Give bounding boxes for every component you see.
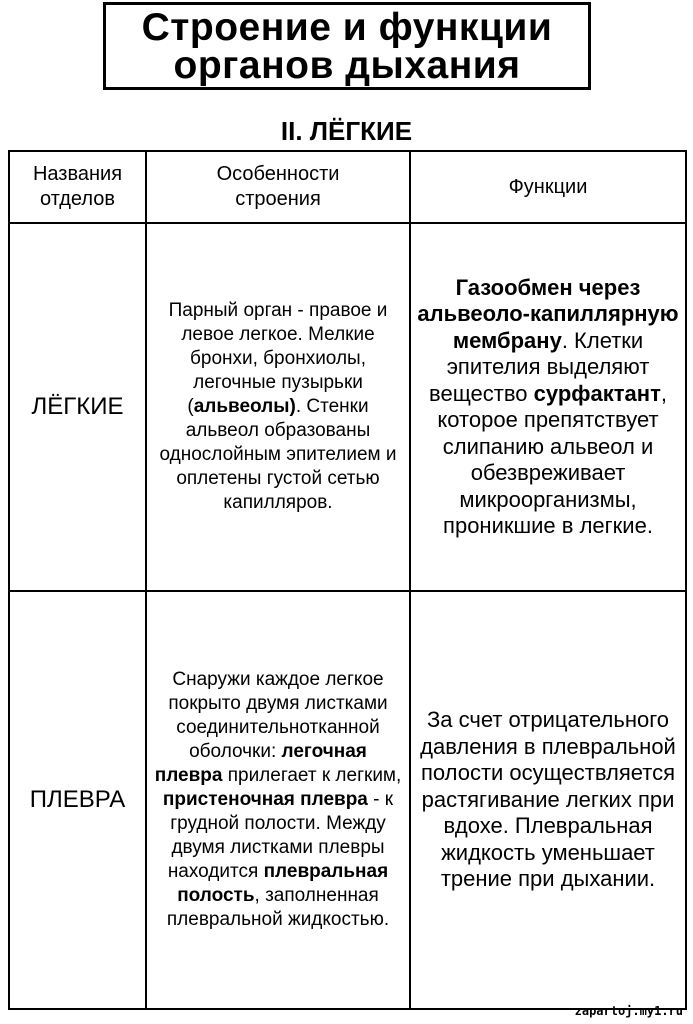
bold-term: Газообмен через альвеоло-капиллярную мембрану bbox=[417, 274, 679, 353]
pleura-structure-cell bbox=[146, 591, 410, 1009]
row-name-pleura: ПЛЕВРА bbox=[9, 591, 146, 1009]
text-segment: . Стенки альвеол образованы однослойным эпителием и оплетены густой сетью капилляров. bbox=[159, 396, 397, 513]
section-title: II. ЛЁГКИЕ bbox=[280, 116, 413, 146]
text-segment: , которое препятствует слипанию альвеол и обезвреживает микроорганизмы, проникшие в легкие. bbox=[437, 380, 667, 538]
page-title-line1: Строение и функции bbox=[141, 6, 553, 49]
watermark: zapartoj.my1.ru bbox=[574, 1004, 683, 1018]
table-row-pleura bbox=[9, 591, 686, 1009]
header-structure: Особенности строения bbox=[146, 151, 410, 223]
bold-term: пристеночная плевра bbox=[162, 789, 368, 810]
bold-term: сурфактант bbox=[533, 380, 661, 406]
text-segment: Парный орган - правое и левое легкое. Мелкие бронхи, бронхиолы, легочные пузырьки ( bbox=[168, 300, 388, 417]
text-segment: . Клетки эпителия выделяют вещество bbox=[429, 327, 650, 406]
bold-term: альвеолы) bbox=[193, 396, 296, 417]
lungs-table bbox=[8, 150, 687, 1010]
text-segment: - к грудной полости. Между двумя листками плевры находится bbox=[167, 789, 394, 882]
table-row-lungs bbox=[9, 223, 686, 591]
text-segment: За счет отрицательного давления в плевральной полости осуществляется растягивание легких при вдохе. Плевральная жидкость уменьшает трение при дыхании. bbox=[420, 707, 676, 892]
pleura-function-cell bbox=[410, 591, 686, 1009]
lungs-function-cell bbox=[410, 223, 686, 591]
bold-term: легочная плевра bbox=[154, 741, 367, 786]
row-name-lungs: ЛЁГКИЕ bbox=[9, 223, 146, 591]
title-box bbox=[103, 2, 591, 90]
header-functions: Функции bbox=[410, 151, 686, 223]
header-sections: Названия отделов bbox=[9, 151, 146, 223]
lungs-structure-cell bbox=[146, 223, 410, 591]
text-segment: прилегает к легким, bbox=[222, 765, 402, 786]
page-title-line2: органов дыхания bbox=[173, 44, 521, 87]
text-segment: Снаружи каждое легкое покрыто двумя листками соединительнотканной оболочки: bbox=[168, 669, 388, 762]
table-header-row bbox=[9, 151, 686, 223]
bold-term: плевральная полость bbox=[177, 861, 389, 906]
text-segment: , заполненная плевральной жидкостью. bbox=[166, 885, 390, 930]
